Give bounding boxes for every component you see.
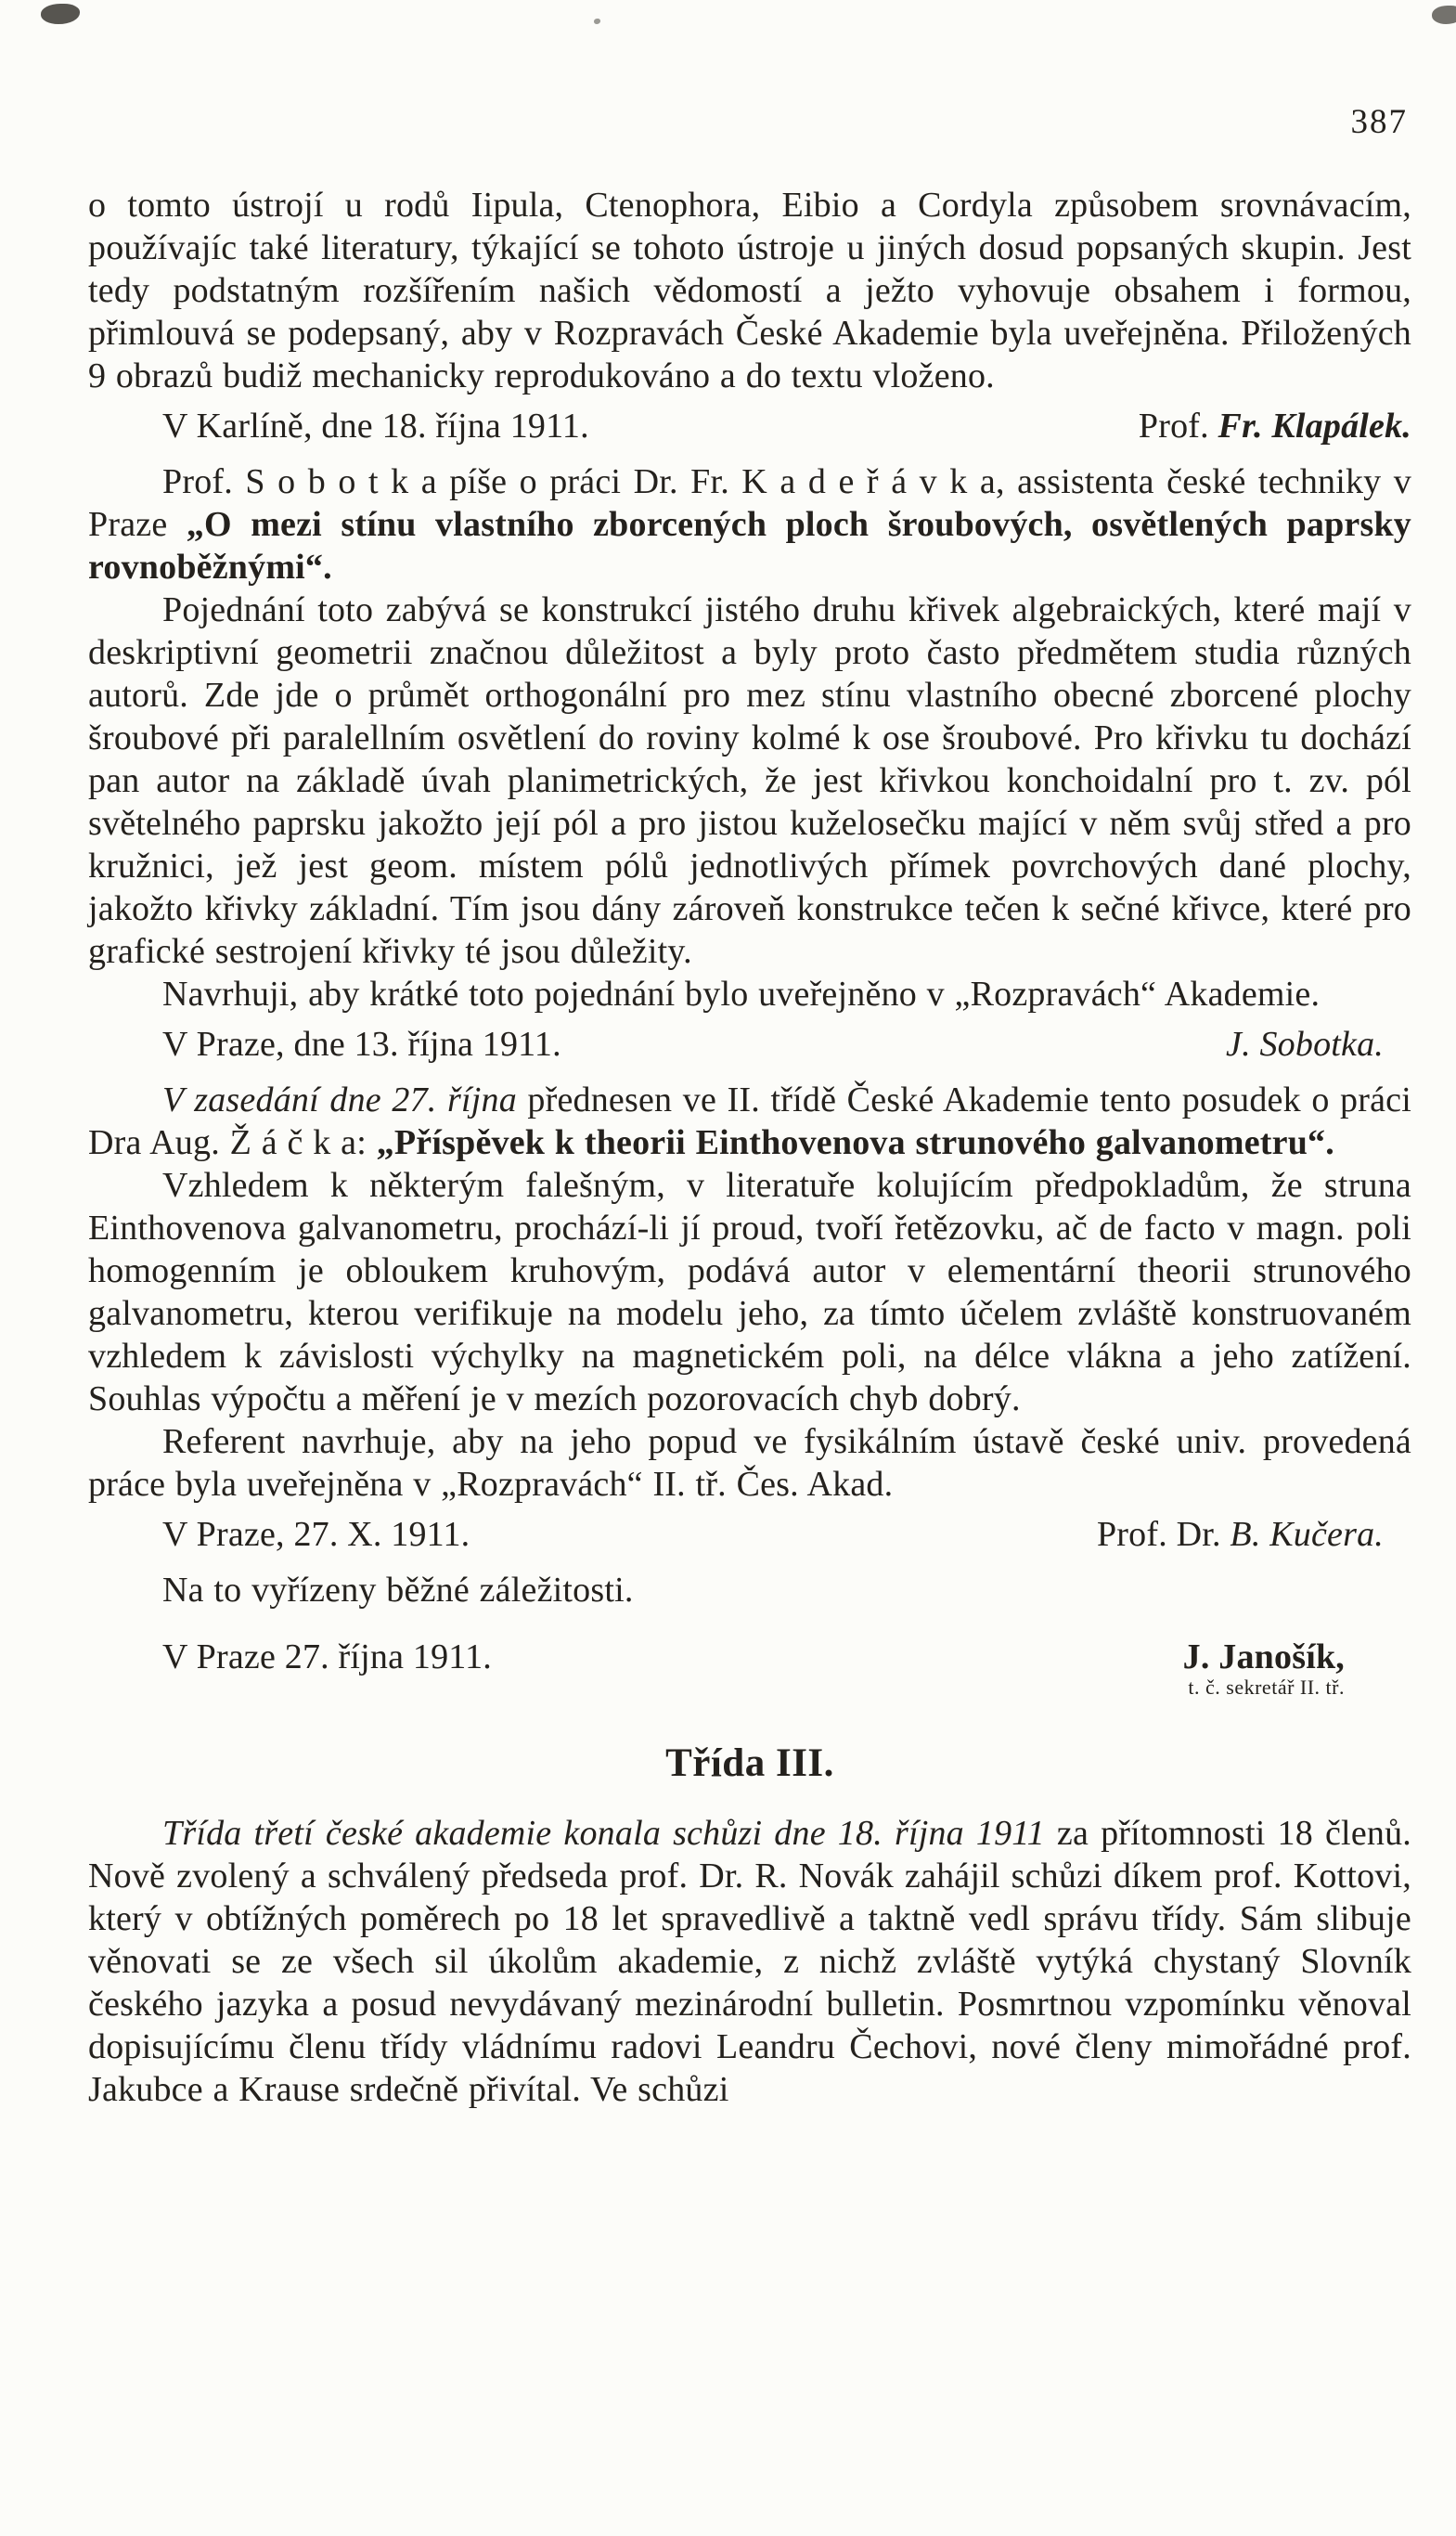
section-heading: Třída III. xyxy=(665,1741,834,1785)
signature-name: J. Janošík, xyxy=(1182,1637,1345,1676)
signature-dateline xyxy=(88,1636,1411,1699)
scan-artifact-top-right xyxy=(1432,6,1456,24)
text-run: V zasedání dne 27. října xyxy=(162,1080,517,1119)
dateline-place-date xyxy=(162,405,589,447)
paragraph xyxy=(88,1420,1411,1506)
text-run: Prof. xyxy=(1138,407,1218,446)
paragraph xyxy=(88,1079,1411,1164)
text-run: Referent navrhuje, aby na jeho popud ve fysikálním ústavě české univ. provedená práce byla uveřejněna v „Rozpravách“ II. tř. Čes. Akad. xyxy=(88,1422,1411,1504)
page-number: 387 xyxy=(1350,103,1408,141)
paragraph xyxy=(88,1812,1411,2111)
text-run: „O mezi stínu vlastního zborcených ploch šroubových, osvětlených paprsky rovnoběžnými“. xyxy=(88,505,1411,587)
text-run: Prof. Dr. xyxy=(1096,1515,1231,1554)
text-run: J. Sobotka. xyxy=(1226,1025,1384,1064)
text-run: B. Kučera. xyxy=(1230,1515,1384,1554)
text-run: Pojednání toto zabývá se konstrukcí jistého druhu křivek algebraických, které mají v deskriptivní geometrii značnou důležitost a byly proto často předmětem studia různých autorů. Zde jde o průmět orthogonální pro mez stínu vlastního obecné zborcené plochy šroubové při paralellním osvětlení do roviny kolmé k ose šroubové. Pro křivku tu dochází pan autor na základě úvah planimetrických, že jest křivkou konchoidalní pro t. zv. pól světelného paprsku jakožto její pól a pro jistou kuželosečku mající v něm svůj střed a pro kružnici, jež jest geom. místem pólů jednotlivých přímek povrchových dané plochy, jakožto křivky základní. Tím jsou dány zároveň konstrukce tečen k sečné křivce, které pro grafické sestrojení křivky té jsou důležity. xyxy=(88,590,1411,971)
dateline-signature xyxy=(1226,1023,1411,1066)
text-run: o tomto ústrojí u rodů Iipula, Ctenophora, Eibio a Cordyla způsobem srovnávacím, používajíc také literatury, týkající se tohoto ústroje u jiných dosud popsaných skupin. Jest tedy podstatným rozšířením našich vědomostí a ježto vyhovuje obsahem i formou, přimlouvá se podepsaný, aby v Rozpravách České Akademie byla uveřejněna. Přiložených 9 obrazů budiž mechanicky reprodukováno a do textu vloženo. xyxy=(88,186,1411,395)
dateline-signature xyxy=(1097,1513,1411,1556)
signature-block xyxy=(1183,1637,1411,1699)
dateline-place-date xyxy=(162,1636,492,1678)
dateline xyxy=(88,1513,1411,1556)
dateline xyxy=(88,1023,1411,1066)
text-run: V Praze 27. října 1911. xyxy=(162,1637,492,1676)
document-body xyxy=(88,184,1411,2111)
paragraph xyxy=(88,589,1411,973)
paragraph xyxy=(88,460,1411,589)
text-run: V Praze, 27. X. 1911. xyxy=(162,1515,470,1554)
paragraph xyxy=(88,1164,1411,1420)
dateline-place-date xyxy=(162,1513,470,1556)
paragraph xyxy=(88,1569,1411,1611)
text-run: „Příspěvek k theorii Einthovenova strunového galvanometru“. xyxy=(376,1123,1334,1162)
text-run: Vzhledem k některým falešným, v literatuře kolujícím předpokladům, že struna Einthovenova galvanometru, prochází-li jí proud, tvoří řetězovku, ač de facto v magn. poli homogenním je obloukem kruhovým, podává autor v elementární theorii strunového galvanometru, kterou verifikuje na modelu jeho, za tímto účelem zvláště konstruovaném vzhledem k závislosti výchylky na magnetickém poli, na délce vlákna a jeho zatížení. Souhlas výpočtu a měření je v mezích pozorovacích chyb dobrý. xyxy=(88,1166,1411,1418)
text-run: přednesen ve II. třídě České Akademie tento posudek o práci Dra Aug. Ž á č k a: xyxy=(88,1080,1411,1162)
text-run: Třída třetí české akademie konala schůzi dne 18. října 1911 xyxy=(162,1814,1045,1853)
text-run: Fr. Klapálek. xyxy=(1218,407,1411,446)
text-run: za přítomnosti 18 členů. Nově zvolený a schválený předseda prof. Dr. R. Novák zahájil schůzi díkem prof. Kottovi, který v obtížných poměrech po 18 let spravedlivě a taktně vedl správu třídy. Sám slibuje věnovati se ze všech sil úkolům akademie, z nichž zvláště vytýká chystaný Slovník českého jazyka a posud nevydávaný mezinárodní bulletin. Posmrtnou vzpomínku věnoval dopisujícímu členu třídy vládnímu radovi Leandru Čechovi, nové členy mimořádné prof. Jakubce a Krause srdečně přivítal. Ve schůzi xyxy=(88,1814,1411,2109)
text-run: Na to vyřízeny běžné záležitosti. xyxy=(162,1571,634,1610)
text-run: Navrhuji, aby krátké toto pojednání bylo uveřejněno v „Rozpravách“ Akademie. xyxy=(162,975,1321,1014)
dateline-place-date xyxy=(162,1023,561,1066)
dateline-signature xyxy=(1139,405,1411,447)
signature-title: t. č. sekretář II. tř. xyxy=(1188,1676,1345,1699)
paragraph xyxy=(88,184,1411,397)
dateline xyxy=(88,405,1411,447)
text-run: V Praze, dne 13. října 1911. xyxy=(162,1025,561,1064)
paragraph xyxy=(88,973,1411,1016)
text-run: V Karlíně, dne 18. října 1911. xyxy=(162,407,589,446)
text-run: Prof. S o b o t k a píše o práci Dr. Fr. K a d e ř á v k a, assistenta české techniky v Praze xyxy=(88,462,1411,544)
